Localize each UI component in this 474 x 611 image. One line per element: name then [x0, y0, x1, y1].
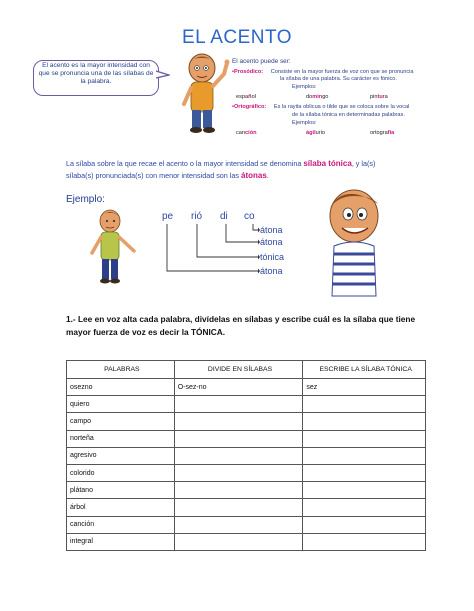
table-header-row: [67, 361, 426, 379]
word-cell: plátano: [67, 482, 175, 499]
table-row: [67, 447, 426, 464]
tonic-cell[interactable]: [303, 447, 426, 464]
syllables-cell[interactable]: [174, 533, 303, 550]
table-row: [67, 482, 426, 499]
word-cell: canción: [67, 516, 175, 533]
word-cell: norteña: [67, 430, 175, 447]
word-cell: quiero: [67, 396, 175, 413]
example-label: Ejemplo:: [66, 194, 105, 205]
prosodico-examples-label: Ejemplos:: [292, 84, 317, 90]
definition-bubble: [33, 60, 159, 96]
syllables-cell[interactable]: [174, 499, 303, 516]
table-row: [67, 430, 426, 447]
table-row: [67, 516, 426, 533]
word-cell: osezno: [67, 379, 175, 396]
tonic-cell[interactable]: [303, 516, 426, 533]
prosodico-label: •Prosódico:: [232, 69, 264, 75]
table-row: [67, 379, 426, 396]
tonic-cell[interactable]: [303, 499, 426, 516]
exercise-instruction: 1.- Lee en voz alta cada palabra, divídelas en sílabas y escribe cuál es la sílaba que tiene mayor fuerza de voz es decir la TÓNICA.: [66, 314, 416, 337]
syllables-cell[interactable]: [174, 396, 303, 413]
word-cell: agresivo: [67, 447, 175, 464]
syllables-cell[interactable]: [174, 516, 303, 533]
tonic-cell[interactable]: [303, 396, 426, 413]
tonic-cell[interactable]: [303, 464, 426, 481]
word-cell: colorido: [67, 464, 175, 481]
atonas-term: átonas: [241, 171, 267, 180]
result-2: átona: [260, 237, 283, 247]
boy-smiling-illustration: [314, 186, 394, 298]
tonic-cell[interactable]: [303, 430, 426, 447]
syllable-connector-lines: [150, 222, 260, 284]
page-title: EL ACENTO: [181, 27, 293, 48]
table-row: [67, 533, 426, 550]
tonic-cell[interactable]: sez: [303, 379, 426, 396]
syllables-cell[interactable]: [174, 482, 303, 499]
definition-text: El acento es la mayor intensidad con que se pronuncia una de las sílabas de la palabra.: [38, 62, 154, 86]
header-tonica: ESCRIBE LA SÍLABA TÓNICA: [303, 361, 426, 379]
bubble-tail: [156, 70, 170, 80]
tonica-term: sílaba tónica: [303, 159, 352, 168]
result-3: tónica: [260, 252, 285, 262]
table-row: [67, 396, 426, 413]
ortografico-examples-label: Ejemplos:: [292, 120, 317, 126]
prosodico-example-1: español: [236, 94, 256, 100]
header-palabras: PALABRAS: [67, 361, 175, 379]
syllables-cell[interactable]: [174, 413, 303, 430]
ortografico-example-3: ortografía: [370, 130, 395, 136]
syllable-table: [66, 360, 426, 551]
result-1: átona: [260, 225, 283, 235]
prosodico-definition-2: la sílaba de una palabra. Su carácter es fónico.: [280, 76, 397, 82]
ortografico-label: •Ortográfico:: [232, 104, 267, 110]
tonic-cell[interactable]: [303, 533, 426, 550]
ortografico-definition-1: Es la rayita oblicua o tilde que se coloca sobre la vocal: [273, 104, 410, 110]
ortografico-example-2: ágilurio: [306, 130, 325, 136]
syllables-cell[interactable]: [174, 430, 303, 447]
syllables-cell[interactable]: [174, 447, 303, 464]
accent-types-intro: El acento puede ser:: [232, 58, 291, 65]
syllable-3: di: [220, 211, 228, 222]
tonic-cell[interactable]: [303, 482, 426, 499]
word-cell: árbol: [67, 499, 175, 516]
ortografico-example-1: canción: [236, 130, 257, 136]
prosodico-example-2: domingo: [306, 94, 329, 100]
boy-pointing-illustration: [172, 52, 234, 134]
table-row: [67, 499, 426, 516]
tonic-cell[interactable]: [303, 413, 426, 430]
table-row: [67, 464, 426, 481]
result-4: átona: [260, 266, 283, 276]
boy-pointing-down-illustration: [74, 207, 146, 289]
prosodico-example-3: pintura: [370, 94, 388, 100]
syllables-cell[interactable]: [174, 464, 303, 481]
syllable-4: co: [244, 211, 255, 222]
intro-paragraph: La sílaba sobre la que recae el acento o la mayor intensidad se denomina sílaba tónica, y la(s) sílaba(s) pronunciada(s) con menor intensidad son las átonas.: [66, 159, 376, 180]
word-cell: integral: [67, 533, 175, 550]
ortografico-definition-2: de la sílaba tónica en determinadas palabras.: [292, 112, 405, 118]
table-row: [67, 413, 426, 430]
ortografico-block: [232, 104, 432, 111]
word-cell: campo: [67, 413, 175, 430]
prosodico-definition-1: Consiste en la mayor fuerza de voz con que se pronuncia: [270, 69, 414, 75]
syllable-1: pe: [162, 211, 174, 222]
header-divide: DIVIDE EN SÍLABAS: [174, 361, 303, 379]
syllable-2: rió: [191, 211, 203, 222]
syllables-cell[interactable]: O-sez-no: [174, 379, 303, 396]
